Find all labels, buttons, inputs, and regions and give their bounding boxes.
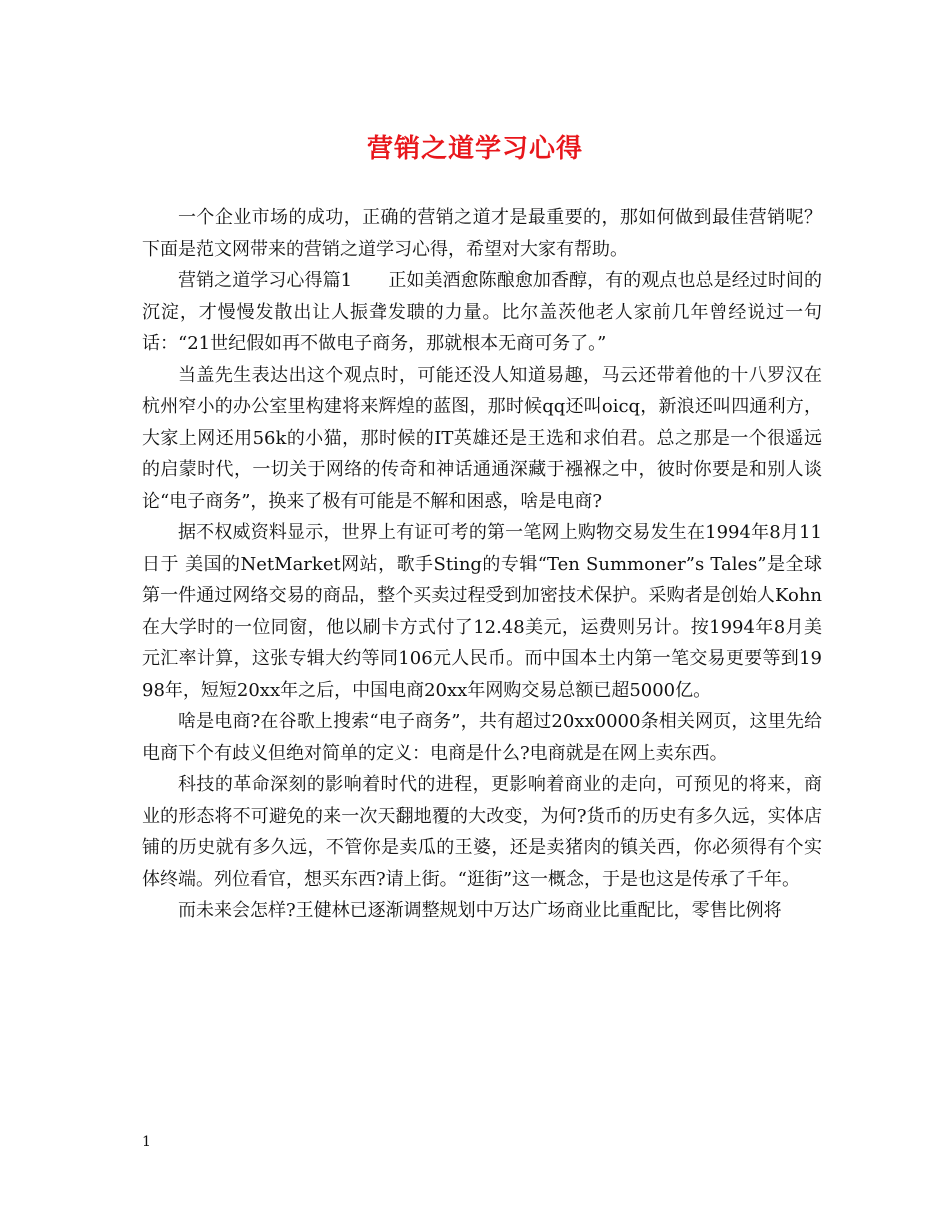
paragraph-first-transaction: 据不权威资料显示，世界上有证可考的第一笔网上购物交易发生在1994年8月11日于 美国的NetMarket网站，歌手Sting的专辑“Ten Summoner”s Tales”是全球第一件通过网络交易的商品，整个买卖过程受到加密技术保护。采购者是创始人Kohn在大学时的一位同窗，他以刷卡方式付了12.48美元，运费则另计。按1994年8月美元汇率计算，这张专辑大约等同106元人民币。而中国本土内第一笔交易更要等到1998年，短短20xx年之后，中国电商20xx年网购交易总额已超5000亿。 <box>142 522 822 701</box>
paragraph-section-1: 营销之道学习心得篇1 正如美酒愈陈酿愈加香醇，有的观点也总是经过时间的沉淀，才慢慢发散出让人振聋发聩的力量。比尔盖茨他老人家前几年曾经说过一句话：“21世纪假如再不做电子商务，那就根本无商可务了。” <box>142 270 822 354</box>
paragraph-ecommerce-definition: 啥是电商?在谷歌上搜索“电子商务”，共有超过20xx0000条相关网页，这里先给电商下个有歧义但绝对简单的定义：电商是什么?电商就是在网上卖东西。 <box>142 711 822 764</box>
paragraph-intro: 一个企业市场的成功，正确的营销之道才是最重要的，那如何做到最佳营销呢？下面是范文网带来的营销之道学习心得，希望对大家有帮助。 <box>142 207 822 260</box>
paragraph-future: 而未来会怎样?王健林已逐渐调整规划中万达广场商业比重配比，零售比例将 <box>178 900 782 921</box>
page-number: 1 <box>142 1134 151 1150</box>
document-body <box>142 202 822 927</box>
paragraph-technology-revolution: 科技的革命深刻的影响着时代的进程，更影响着商业的走向，可预见的将来，商业的形态将不可避免的来一次天翻地覆的大改变，为何?货币的历史有多久远，实体店铺的历史就有多久远，不管你是卖瓜的王婆，还是卖猪肉的镇关西，你必须得有个实体终端。列位看官，想买东西?请上街。“逛街”这一概念，于是也这是传承了千年。 <box>142 774 822 890</box>
document-title: 营销之道学习心得 <box>366 134 583 164</box>
paragraph-gates-view: 当盖先生表达出这个观点时，可能还没人知道易趣，马云还带着他的十八罗汉在杭州窄小的办公室里构建将来辉煌的蓝图，那时候qq还叫oicq，新浪还叫四通利方，大家上网还用56k的小猫，那时候的IT英雄还是王选和求伯君。总之那是一个很遥远的启蒙时代，一切关于网络的传奇和神话通通深藏于襁褓之中，彼时你要是和别人谈论“电子商务”，换来了极有可能是不解和困惑，啥是电商? <box>142 364 822 512</box>
